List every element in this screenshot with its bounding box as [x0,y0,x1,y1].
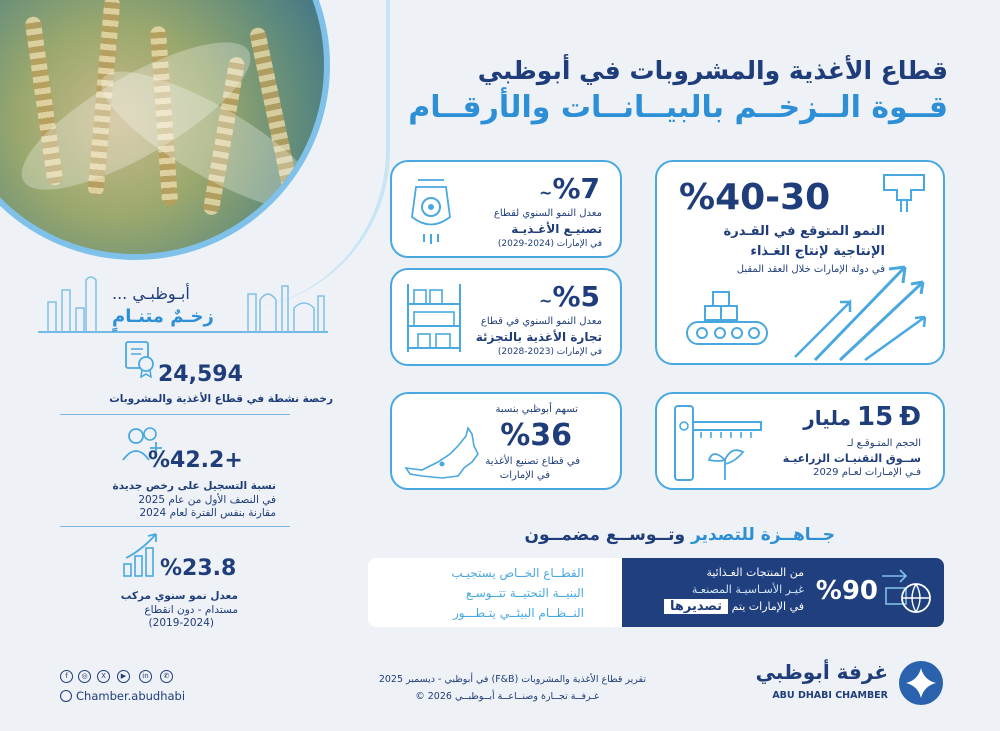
export-globe-icon [878,566,934,618]
agritech-line2: ســوق التقنيـات الزراعيـة [782,452,921,465]
slogan-line1: أبـوظبـي ... [112,284,190,303]
card-abudhabi-share [390,392,622,490]
card-agritech-market [655,392,945,490]
certificate-icon [122,340,156,378]
export-line3-bold: تصديرها [664,599,728,614]
whatsapp-icon[interactable]: ✆ [160,670,173,683]
globe-icon [60,690,72,702]
registration-line3: مقارنة بنفس الفترة لعام 2024 [139,507,276,519]
uae-map-icon [402,424,482,480]
export-line3: في الإمارات يتم [731,600,804,613]
licenses-value: 24,594 [158,362,243,387]
export-line3-row [664,599,804,614]
agritech-line1: الحجم المتـوقـع لـ [847,438,921,449]
shelf-icon [404,282,464,354]
pillar-3: النــظــام البيئــي يتـطـــور [453,606,584,620]
web-handle[interactable] [60,689,185,703]
divider-2 [60,526,290,527]
growth-arrows-icon [675,232,935,362]
retail-prefix: ~ [539,291,553,310]
registration-line1: نسبة التسجيل على رخص جديدة [112,480,276,492]
share-line2: في الإمارات [499,470,550,481]
report-source: تقرير قطاع الأغذية والمشروبات (F&B) في أبوظبي - ديسمبر 2025 [378,674,646,685]
cagr-value: %23.8 [160,556,237,581]
dirham-symbol: Đ [899,402,921,432]
export-line2: غيـر الأسـاسيـة المصنعـة [691,583,804,596]
production-line1: النمو المتوقع في القـدرة [723,224,885,239]
irrigation-plant-icon [669,402,769,484]
retail-percent: %5 [552,280,600,313]
registration-line2: في النصف الأول من عام 2025 [138,494,276,506]
retail-line2: تجارة الأغذية بالتجزئة [475,330,602,344]
cagr-line1: معدل نمو سنوي مركب [120,590,238,602]
manufacturing-line3: في الإمارات (2024-2029) [497,239,602,249]
cagr-line2: مستدام - دون انقطاع [144,604,238,616]
manufacturing-line1: معدل النمو السنوي لقطاع [493,208,602,219]
copyright: غـرفــة تجــارة وصنــاعــة أبــوظبــي 2026 © [415,691,599,702]
registration-value: %42.2+ [148,448,243,473]
web-handle-text: Chamber.abudhabi [76,689,186,703]
manufacturing-line2: تصنيـع الأغـذيـة [511,222,602,236]
logo-english: ABU DHABI CHAMBER [772,690,888,701]
card-food-manufacturing [390,160,622,258]
cagr-line3: (2019-2024) [148,617,214,629]
export-heading-part2: وتــوســع مضمــون [524,525,686,545]
dispenser-icon [879,170,929,220]
retail-value [539,280,600,313]
chamber-logo [756,658,946,708]
agritech-value-row [803,402,921,432]
manufacturing-value [539,172,600,205]
export-heading [525,525,835,545]
logo-arabic: غرفة أبوظبي [755,660,888,684]
export-pillars-panel [368,558,622,627]
manufacturing-prefix: ~ [539,183,553,202]
retail-line3: في الإمارات (2023-2028) [497,347,602,357]
agritech-unit: مليار [803,406,852,430]
agritech-line3: فـي الإمـارات لعـام 2029 [813,467,921,478]
divider-1 [60,414,290,415]
slogan-line2: زخـمٌ متنـامٍ [112,306,214,327]
chamber-emblem-icon [898,660,944,706]
export-heading-part1: جــاهــزة للتصدير [691,525,835,545]
gear-food-icon [406,172,456,247]
agritech-value: 15 [857,402,894,432]
decorative-arc [230,0,390,310]
export-value: %90 [815,576,878,606]
licenses-label: رخصة نشطة في قطاع الأغذية والمشروبات [109,393,333,405]
youtube-icon[interactable]: ▶ [117,670,130,683]
share-line1: في قطاع تصنيع الأغذية [485,456,580,467]
instagram-icon[interactable]: ◎ [78,670,91,683]
growth-chart-icon [120,530,164,580]
pillar-1: القطــاع الخــاص يستجيـب [451,566,584,580]
production-line2: الإنتاجية لإنتاج الغـذاء [750,244,885,259]
linkedin-icon[interactable]: in [139,670,152,683]
page-subtitle: قــوة الــزخــم بالبيــانــات والأرقــام [408,90,948,125]
retail-line1: معدل النمو السنوي في قطاع [480,316,602,327]
facebook-icon[interactable]: f [60,670,73,683]
production-value: %40-30 [679,177,831,218]
production-line3: في دولة الإمارات خلال العقد المقبل [736,264,885,275]
share-value: %36 [500,418,572,453]
x-icon[interactable]: X [97,670,110,683]
card-food-retail [390,268,622,366]
share-intro: تسهم أبوظبي بنسبة [495,404,578,415]
export-banner [622,558,944,627]
manufacturing-percent: %7 [552,172,600,205]
card-production-capacity [655,160,945,365]
page-title: قطاع الأغذية والمشروبات في أبوظبي [477,56,948,85]
pillar-2: البنيــة التحتيــة تتــوسـع [465,586,584,600]
export-line1: من المنتجات الغـذائية [706,566,804,579]
